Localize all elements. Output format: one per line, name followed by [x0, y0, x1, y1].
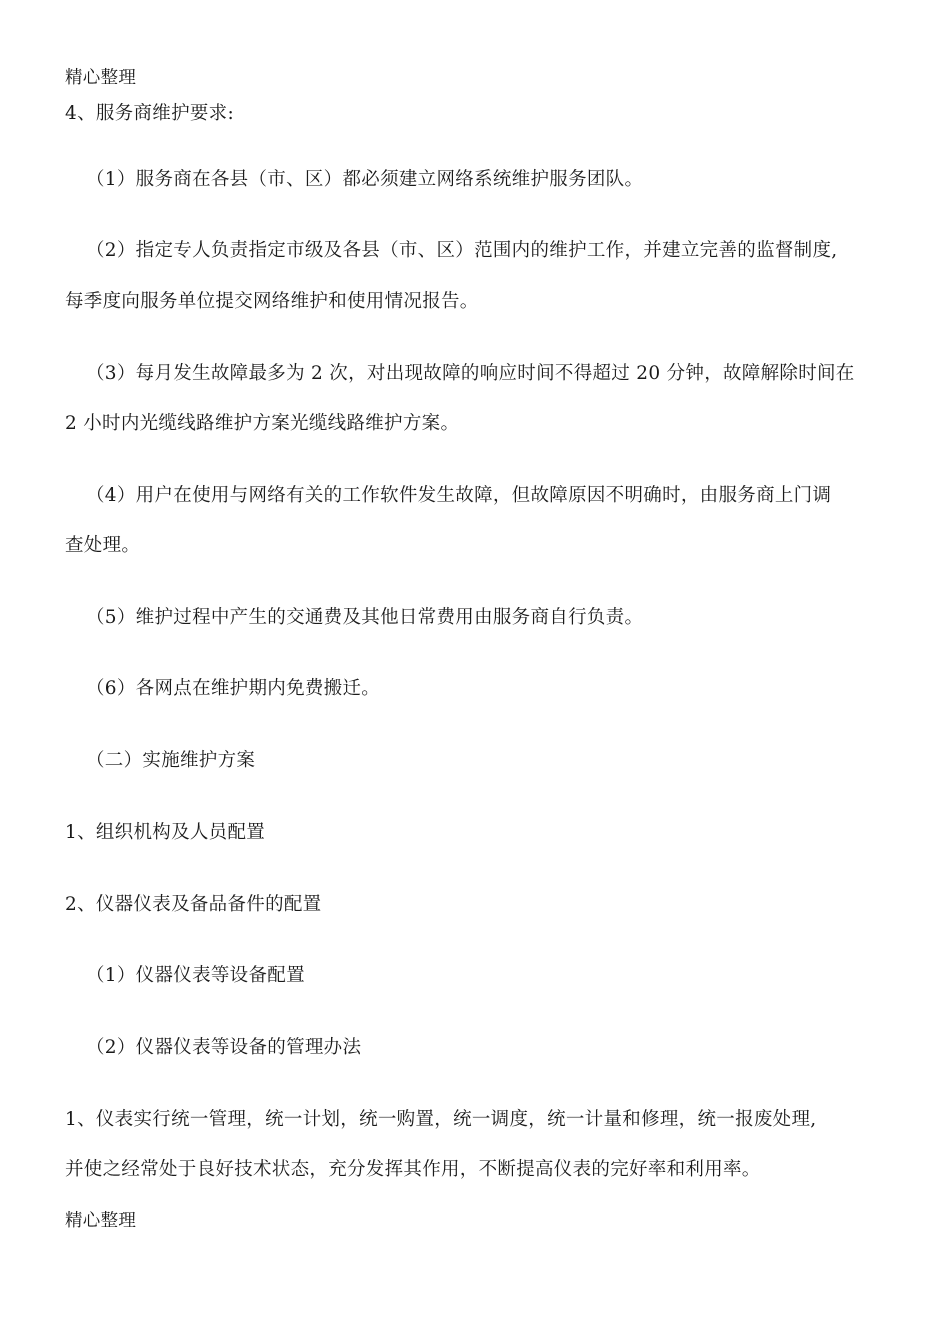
section-heading: （二）实施维护方案: [86, 750, 256, 771]
paragraph-line: （4）用户在使用与网络有关的工作软件发生故障，但故障原因不明确时，由服务商上门调: [86, 485, 832, 506]
subsection-heading: （1）仪器仪表等设备配置: [86, 965, 305, 986]
section-heading: 1、组织机构及人员配置: [65, 822, 266, 843]
section-heading: 4、服务商维护要求:: [65, 103, 235, 124]
section-heading: 2、仪器仪表及备品备件的配置: [65, 894, 322, 915]
page-header: 精心整理: [65, 68, 137, 88]
paragraph-line: 每季度向服务单位提交网络维护和使用情况报告。: [65, 291, 479, 312]
subsection-heading: （2）仪器仪表等设备的管理办法: [86, 1037, 362, 1058]
paragraph-line: 查处理。: [65, 535, 141, 556]
paragraph-line: （6）各网点在维护期内免费搬迁。: [86, 678, 381, 699]
paragraph-line: （2）指定专人负责指定市级及各县（市、区）范围内的维护工作，并建立完善的监督制度,: [86, 240, 838, 261]
page-footer: 精心整理: [65, 1211, 137, 1231]
paragraph-line: 并使之经常处于良好技术状态，充分发挥其作用，不断提高仪表的完好率和利用率。: [65, 1159, 761, 1180]
paragraph-line: 1、仪表实行统一管理，统一计划，统一购置，统一调度，统一计量和修理，统一报废处理,: [65, 1109, 817, 1130]
paragraph-line: （1）服务商在各县（市、区）都必须建立网络系统维护服务团队。: [86, 169, 644, 190]
paragraph-line: 2 小时内光缆线路维护方案光缆线路维护方案。: [65, 413, 460, 434]
paragraph-line: （5）维护过程中产生的交通费及其他日常费用由服务商自行负责。: [86, 607, 644, 628]
paragraph-line: （3）每月发生故障最多为 2 次，对出现故障的响应时间不得超过 20 分钟，故障解除时间在: [86, 363, 855, 384]
